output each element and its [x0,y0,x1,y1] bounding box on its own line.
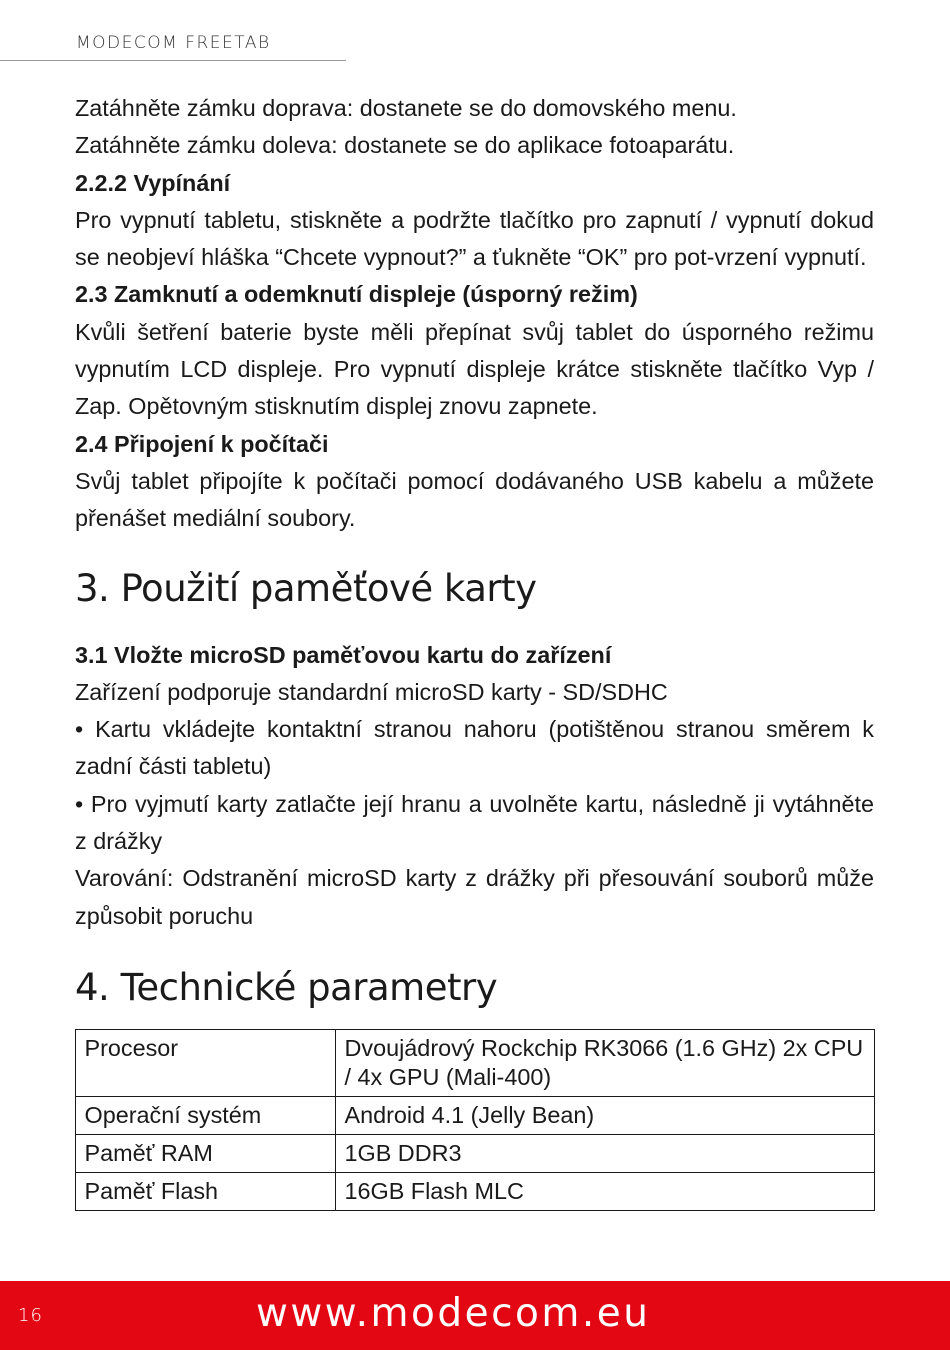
subheading-2-2-2: 2.2.2 Vypínání [75,169,231,196]
paragraph-power-off: Pro vypnutí tabletu, stiskněte a podržte tlačítko pro zapnutí / vypnutí dokud se neobjeví hláška “Chcete vypnout?” a ťukněte “OK” pro pot-vrzení vypnutí. [75,206,874,271]
spec-value: Android 4.1 (Jelly Bean) [335,1096,874,1134]
paragraph-warning: Varování: Odstranění microSD karty z drážky při přesouvání souborů může způsobit poruchu [75,865,874,929]
table-row [75,1172,874,1210]
paragraph-lock-left: Zatáhněte zámku doleva: dostanete se do aplikace fotoaparátu. [75,132,735,159]
paragraph-microsd-support: Zařízení podporuje standardní microSD karty - SD/SDHC [75,678,668,705]
subheading-2-4: 2.4 Připojení k počítači [75,430,329,457]
table-row [75,1029,874,1096]
spec-label: Paměť RAM [75,1134,335,1172]
spec-label: Operační systém [75,1096,335,1134]
footer-bar [0,1281,950,1350]
paragraph-pc-connect: Svůj tablet připojíte k počítači pomocí dodávaného USB kabelu a můžete přenášet mediální soubory. [75,467,874,532]
spec-label: Procesor [75,1029,335,1096]
spec-value: 1GB DDR3 [335,1134,874,1172]
subheading-2-3: 2.3 Zamknutí a odemknutí displeje (úsporný režim) [75,281,638,308]
spec-value: 16GB Flash MLC [335,1172,874,1210]
paragraph-screen-lock: Kvůli šetření baterie byste měli přepínat svůj tablet do úsporného režimu vypnutím LCD displeje. Pro vypnutí displeje krátce stiskněte tlačítko Vyp / Zap. Opětovným stisknutím displej znovu zapnete. [75,318,874,420]
paragraph-lock-right: Zatáhněte zámku doprava: dostanete se do domovského menu. [75,95,737,121]
table-row [75,1134,874,1172]
page-content [75,90,874,1211]
bullet-insert-card: • Kartu vkládejte kontaktní stranou nahoru (potištěnou stranou směrem k zadní části tabletu) [75,716,874,780]
section-heading-4: 4. Technické parametry [75,965,498,1009]
spec-label: Paměť Flash [75,1172,335,1210]
running-header: MODECOM FREETAB [76,33,271,53]
table-row [75,1096,874,1134]
bullet-remove-card: • Pro vyjmutí karty zatlačte její hranu a uvolněte kartu, následně ji vytáhněte z drážky [75,790,874,855]
spec-value: Dvoujádrový Rockchip RK3066 (1.6 GHz) 2x CPU / 4x GPU (Mali-400) [335,1029,874,1096]
spec-table [75,1029,875,1211]
website-url: www.modecom.eu [256,1291,651,1336]
page-number: 16 [18,1305,43,1326]
header-divider [0,60,346,61]
subheading-3-1: 3.1 Vložte microSD paměťovou kartu do zařízení [75,641,612,668]
section-heading-3: 3. Použití paměťové karty [75,566,537,610]
